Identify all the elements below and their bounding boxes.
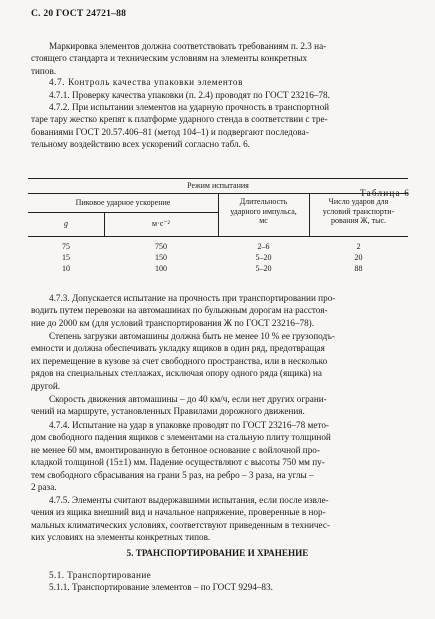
paragraph-4-7-5 [31,494,330,544]
table-cell-count: 2 [356,242,361,251]
text-line: другой. [31,380,61,391]
text-line: 4.7.2. При испытании элементов на ударную прочность в транспортной [49,102,330,112]
header-line: условий транспорти- [322,206,395,216]
table-cell-ms2: 750 [155,242,167,251]
table-cell-ms2: 150 [155,253,167,262]
text-line: типов. [31,65,57,76]
text-line: 5.1.1. Транспортирование элементов – по ГОСТ 9294–83. [49,582,273,592]
header-line: рования Ж, тыс. [330,216,387,226]
table-header-count [309,197,408,226]
table-header-acceleration: Пиковое ударное ускорение [75,198,171,207]
table-header-duration [218,197,309,226]
table-cell-duration: 2–6 [257,242,270,251]
text-line: стоящего стандарта и техническим условиям на элементы конкретных [31,53,308,64]
paragraph-marking [31,40,406,77]
table-caption: Таблица 6 [360,188,411,198]
table-header-mode: Режим испытания [187,181,249,190]
paragraph-speed [31,393,327,418]
text-line: ние до 2000 км (для условий транспортирования Ж по ГОСТ 23216–78). [31,317,315,328]
table-cell-g: 15 [62,253,70,262]
header-line: мс [259,216,268,226]
table-cell-count: 20 [354,253,363,262]
subsection-heading-4-7 [49,76,243,88]
table-cell-ms2: 100 [155,264,167,273]
paragraph-4-7-4 [31,419,331,493]
table-header-bottom-rule [28,236,408,237]
text-line: таре тару жестко крепят к платформе ударного стенда в соответствии с тре- [31,114,328,125]
text-line: тем свободного сбрасывания на грани 5 раз, на ребро – 3 раза, на углы – [31,469,314,480]
text-line: 4.7. Контроль качества упаковки элементов [49,77,244,87]
paragraph-5-1-1 [49,581,273,593]
text-line: дом свободного падения ящиков с элементами на стальную плиту толщиной [31,432,331,443]
text-line: чения из ящика внешний вид и начальное напряжение, проверенные в нор- [31,507,326,518]
table-cell-count: 88 [354,264,363,273]
text-line: 4.7.4. Испытание на удар в упаковке проводят по ГОСТ 23216–78 мето- [49,420,329,430]
text-line: ких условиях на элементы конкретных типов. [31,532,211,543]
text-line: 2 раза. [31,482,57,493]
table-cell-g: 75 [62,242,70,251]
text-line: водить путем перевозки на автомашинах по булыжным дорогам на расстоя- [31,305,328,316]
text-line: мальных климатических условиях, соответствуют приведенным в техничес- [31,519,330,530]
table-subheader-g: g [64,219,68,228]
text-line: бованиями ГОСТ 20.57.406–81 (метод 104–1) и подвергают последова- [31,126,309,137]
table-cell-duration: 5–20 [255,264,272,273]
paragraph-load [31,330,335,392]
text-line: Маркировка элементов должна соответствовать требованиям п. 2.3 на- [49,41,327,51]
text-line: 5.1. Транспортирование [49,570,152,580]
table-top-rule [28,178,408,179]
paragraph-4-7-1 [49,89,330,101]
text-line: емности и должна обеспечивать укладку ящиков в один ряд, предотвращая [31,343,325,354]
page-header: С. 20 ГОСТ 24721–88 [31,8,127,19]
text-line: не менее 60 мм, вмонтированную в бетонное основание с войлочной про- [31,444,320,455]
text-line: их перемещение в кузове за счет свободного пространства, или в несколько [31,355,328,366]
text-line: 4.7.1. Проверку качества упаковки (п. 2.4) проводят по ГОСТ 23216–78. [49,90,330,100]
paragraph-4-7-2 [31,101,329,151]
text-line: 4.7.3. Допускается испытание на прочность при транспортировании про- [49,293,336,303]
text-line: тельному воздействию всех ускорений согласно табл. 6. [31,139,250,150]
text-line: чений на маршруте, установленных Правилами дорожного движения. [31,406,305,417]
table-subheader-rule [28,212,218,213]
header-line: ударного импульса, [230,206,297,216]
subsection-heading-5-1 [49,569,151,581]
text-line: рядов на специальных стеллажах, исключая опору одного ряда (ящика) на [31,368,322,379]
table-subheader-ms2: м·с⁻² [152,219,170,228]
section-heading-5: 5. ТРАНСПОРТИРОВАНИЕ И ХРАНЕНИЕ [126,548,309,558]
table-cell-g: 10 [62,264,70,273]
text-line: 4.7.5. Элементы считают выдержавшими испытания, если после извле- [49,495,329,505]
text-line: кладкой толщиной (15±1) мм. Падение осуществляют с высоты 750 мм пу- [31,457,325,468]
paragraph-4-7-3 [31,292,335,329]
header-line: Длительность [239,197,288,206]
header-line: Число ударов для [328,197,389,206]
text-line: Скорость движения автомашины – до 40 км/ч, если нет других ограни- [49,394,327,404]
text-line: Степень загрузки автомашины должна быть не менее 10 % ее грузоподъ- [49,331,335,341]
table-cell-duration: 5–20 [255,253,272,262]
